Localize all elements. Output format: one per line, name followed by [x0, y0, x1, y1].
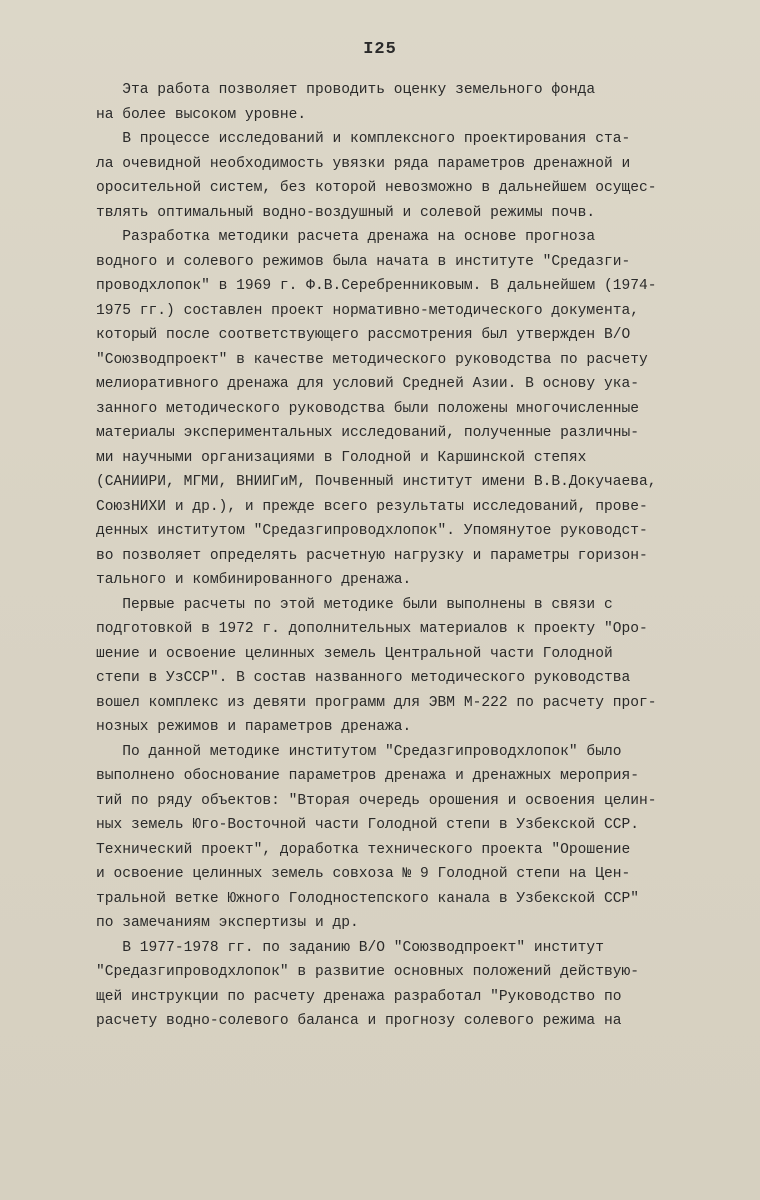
page-number: I25 [363, 40, 397, 59]
text-line: ми научными организациями в Голодной и Каршинской степях [96, 449, 587, 466]
text-line: Первые расчеты по этой методике были выполнены в связи с [96, 596, 613, 613]
text-line: мелиоративного дренажа для условий Средней Азии. В основу ука- [96, 376, 639, 392]
text-line: на более высоком уровне. [96, 106, 307, 123]
text-line: степи в УзССР". В состав названного методического руководства [96, 670, 631, 686]
text-line: подготовкой в 1972 г. дополнительных материалов к проекту "Оро- [96, 621, 648, 637]
text-line: "Средазгипроводхлопок" в развитие основных положений действую- [96, 964, 639, 980]
text-line: по замечаниям экспертизы и др. [96, 915, 359, 931]
text-line: щей инструкции по расчету дренажа разработал "Руководство по [96, 988, 622, 1005]
text-line: проводхлопок" в 1969 г. Ф.В.Серебренниковым. В дальнейшем (1974- [96, 278, 657, 294]
text-line: СоюзНИХИ и др.), и прежде всего результаты исследований, прове- [96, 498, 648, 515]
text-line: В 1977-1978 гг. по заданию В/О "Союзводпроект" институт [96, 939, 604, 956]
text-line: расчету водно-солевого баланса и прогнозу солевого режима на [96, 1013, 622, 1029]
text-line: шение и освоение целинных земель Центральной части Голодной [96, 645, 613, 662]
text-line: и освоение целинных земель совхоза № 9 Голодной степи на Цен- [96, 866, 631, 882]
text-line: "Союзводпроект" в качестве методического руководства по расчету [96, 351, 648, 368]
text-line: Технический проект", доработка технического проекта "Орошение [96, 841, 631, 858]
text-line: выполнено обоснование параметров дренажа и дренажных мероприя- [96, 768, 639, 784]
text-line: ных земель Юго-Восточной части Голодной степи в Узбекской ССР. [96, 817, 639, 833]
text-line: Эта работа позволяет проводить оценку земельного фонда [96, 82, 596, 98]
text-line: который после соответствующего рассмотрения был утвержден В/О [96, 327, 631, 343]
text-line: (САНИИРИ, МГМИ, ВНИИГиМ, Почвенный институт имени В.В.Докучаева, [96, 474, 657, 490]
text-line: 1975 гг.) составлен проект нормативно-методического документа, [96, 302, 639, 319]
text-line: оросительной систем, без которой невозможно в дальнейшем осущес- [96, 180, 657, 196]
text-line: Разработка методики расчета дренажа на основе прогноза [96, 229, 596, 245]
text-line: материалы экспериментальных исследований, полученные различны- [96, 425, 639, 441]
text-line: денных институтом "Средазгипроводхлопок". Упомянутое руководст- [96, 523, 648, 539]
text-line: тральной ветке Южного Голодностепского канала в Узбекской ССР" [96, 890, 639, 907]
text-line: во позволяет определять расчетную нагрузку и параметры горизон- [96, 547, 648, 564]
text-line: По данной методике институтом "Средазгипроводхлопок" было [96, 743, 622, 760]
text-line: ла очевидной необходимость увязки ряда параметров дренажной и [96, 155, 631, 172]
text-line: занного методического руководства были положены многочисленные [96, 400, 639, 417]
text-line: водного и солевого режимов была начата в институте "Средазги- [96, 253, 631, 270]
body-text [96, 78, 676, 1034]
text-line: В процессе исследований и комплексного проектирования ста- [96, 131, 631, 147]
text-line: твлять оптимальный водно-воздушный и солевой режимы почв. [96, 204, 596, 221]
text-line: тий по ряду объектов: "Вторая очередь орошения и освоения целин- [96, 792, 657, 809]
text-line: нозных режимов и параметров дренажа. [96, 719, 412, 735]
text-line: вошел комплекс из девяти программ для ЭВМ М-222 по расчету прог- [96, 694, 657, 711]
text-line: тального и комбинированного дренажа. [96, 572, 412, 588]
